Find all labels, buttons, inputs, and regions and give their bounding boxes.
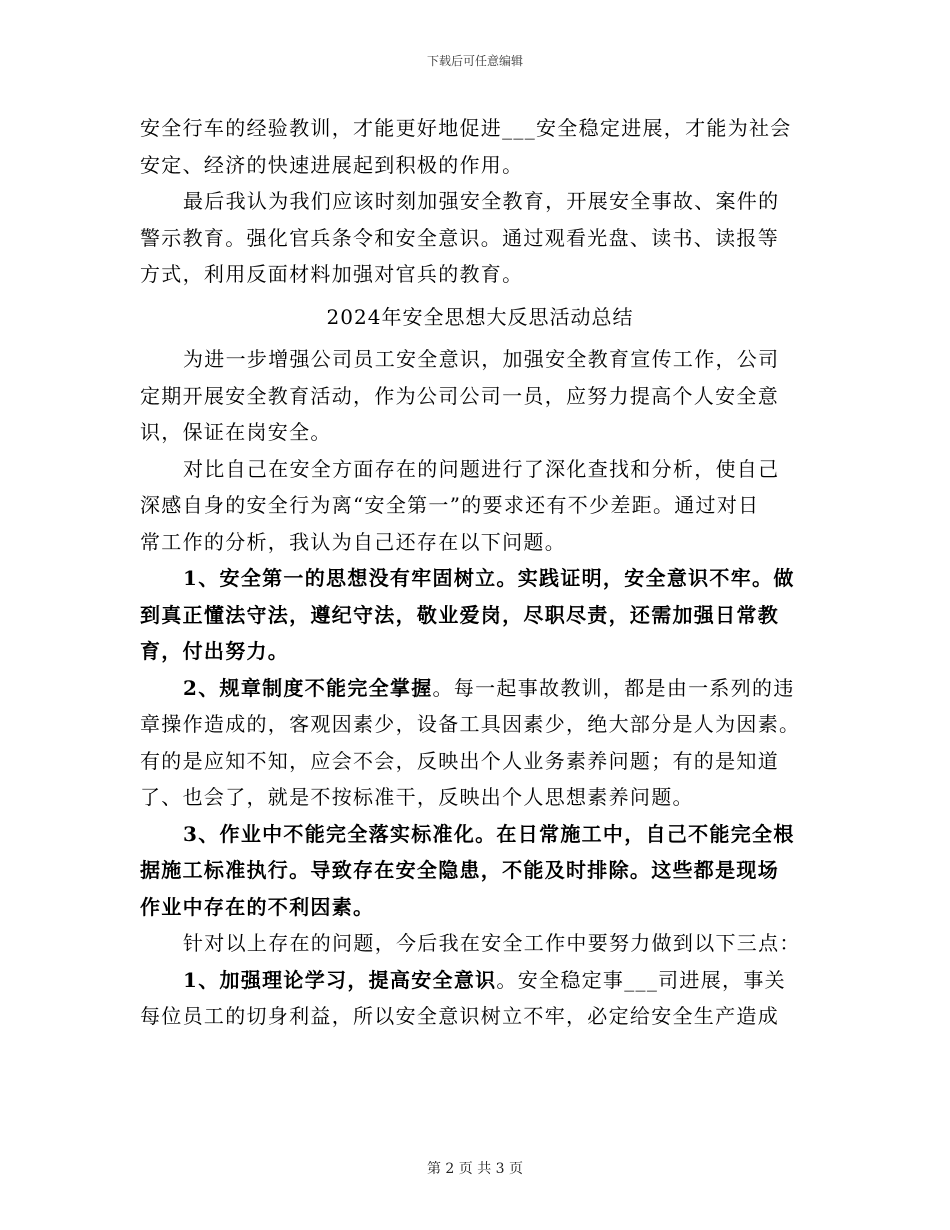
body-line: 方式，利用反面材料加强对官兵的教育。 (140, 262, 524, 286)
body-line: 深感自身的安全行为离“安全第一”的要求还有不少差距。通过对日 (140, 493, 760, 517)
bold-line: 到真正懂法守法，遵纪守法，敬业爱岗，尽职尽责，还需加强日常教 (140, 602, 779, 627)
section-title: 2024年安全思想大反思活动总结 (326, 304, 634, 329)
body-line: 为进一步增强公司员工安全意识，加强安全教育宣传工作，公司 (183, 347, 780, 371)
item-heading: 1、加强理论学习，提高安全意识 (183, 967, 497, 992)
page-number: 第 2 页 共 3 页 (426, 1161, 524, 1177)
bold-line: 3、作业中不能完全落实标准化。在日常施工中，自己不能完全根 (183, 821, 795, 846)
body-line: 章操作造成的，客观因素少，设备工具因素少，绝大部分是人为因素。 (140, 712, 801, 736)
document-body (140, 110, 820, 1035)
body-line: 最后我认为我们应该时刻加强安全教育，开展安全事故、案件的 (183, 189, 780, 213)
mixed-line (140, 670, 820, 707)
body-line: 每位员工的切身利益，所以安全意识树立不牢，必定给安全生产造成 (140, 1004, 779, 1028)
mixed-line (140, 962, 820, 999)
body-line: 安全行车的经验教训，才能更好地促进___安全稳定进展，才能为社会 (140, 116, 792, 140)
body-line: 针对以上存在的问题，今后我在安全工作中要努力做到以下三点： (183, 931, 801, 955)
body-line: 了、也会了，就是不按标准干，反映出个人思想素养问题。 (140, 785, 694, 809)
body-line: 对比自己在安全方面存在的问题进行了深化查找和分析，使自己 (183, 456, 780, 481)
body-line: 有的是应知不知，应会不会，反映出个人业务素养问题；有的是知道 (140, 748, 779, 773)
body-line: 识，保证在岗安全。 (140, 420, 332, 444)
page-header: 下载后可任意编辑 (426, 54, 523, 68)
body-line: 定期开展安全教育活动，作为公司公司一员，应努力提高个人安全意 (140, 383, 779, 408)
item-heading: 2、规章制度不能完全掌握 (183, 675, 433, 700)
body-line: 警示教育。强化官兵条令和安全意识。通过观看光盘、读书、读报等 (140, 225, 779, 250)
bold-line: 育，付出努力。 (140, 639, 290, 663)
item-text: 。每一起事故教训，都是由一系列的违 (432, 675, 795, 700)
body-line: 安定、经济的快速进展起到积极的作用。 (140, 152, 524, 177)
item-text: 。安全稳定事___司进展，事关 (496, 967, 786, 992)
bold-line: 据施工标准执行。导致存在安全隐患，不能及时排除。这些都是现场 (140, 858, 779, 882)
bold-line: 作业中存在的不利因素。 (140, 894, 375, 919)
body-line: 常工作的分析，我认为自己还存在以下问题。 (140, 529, 566, 554)
bold-line: 1、安全第一的思想没有牢固树立。实践证明，安全意识不牢。做 (183, 566, 795, 590)
